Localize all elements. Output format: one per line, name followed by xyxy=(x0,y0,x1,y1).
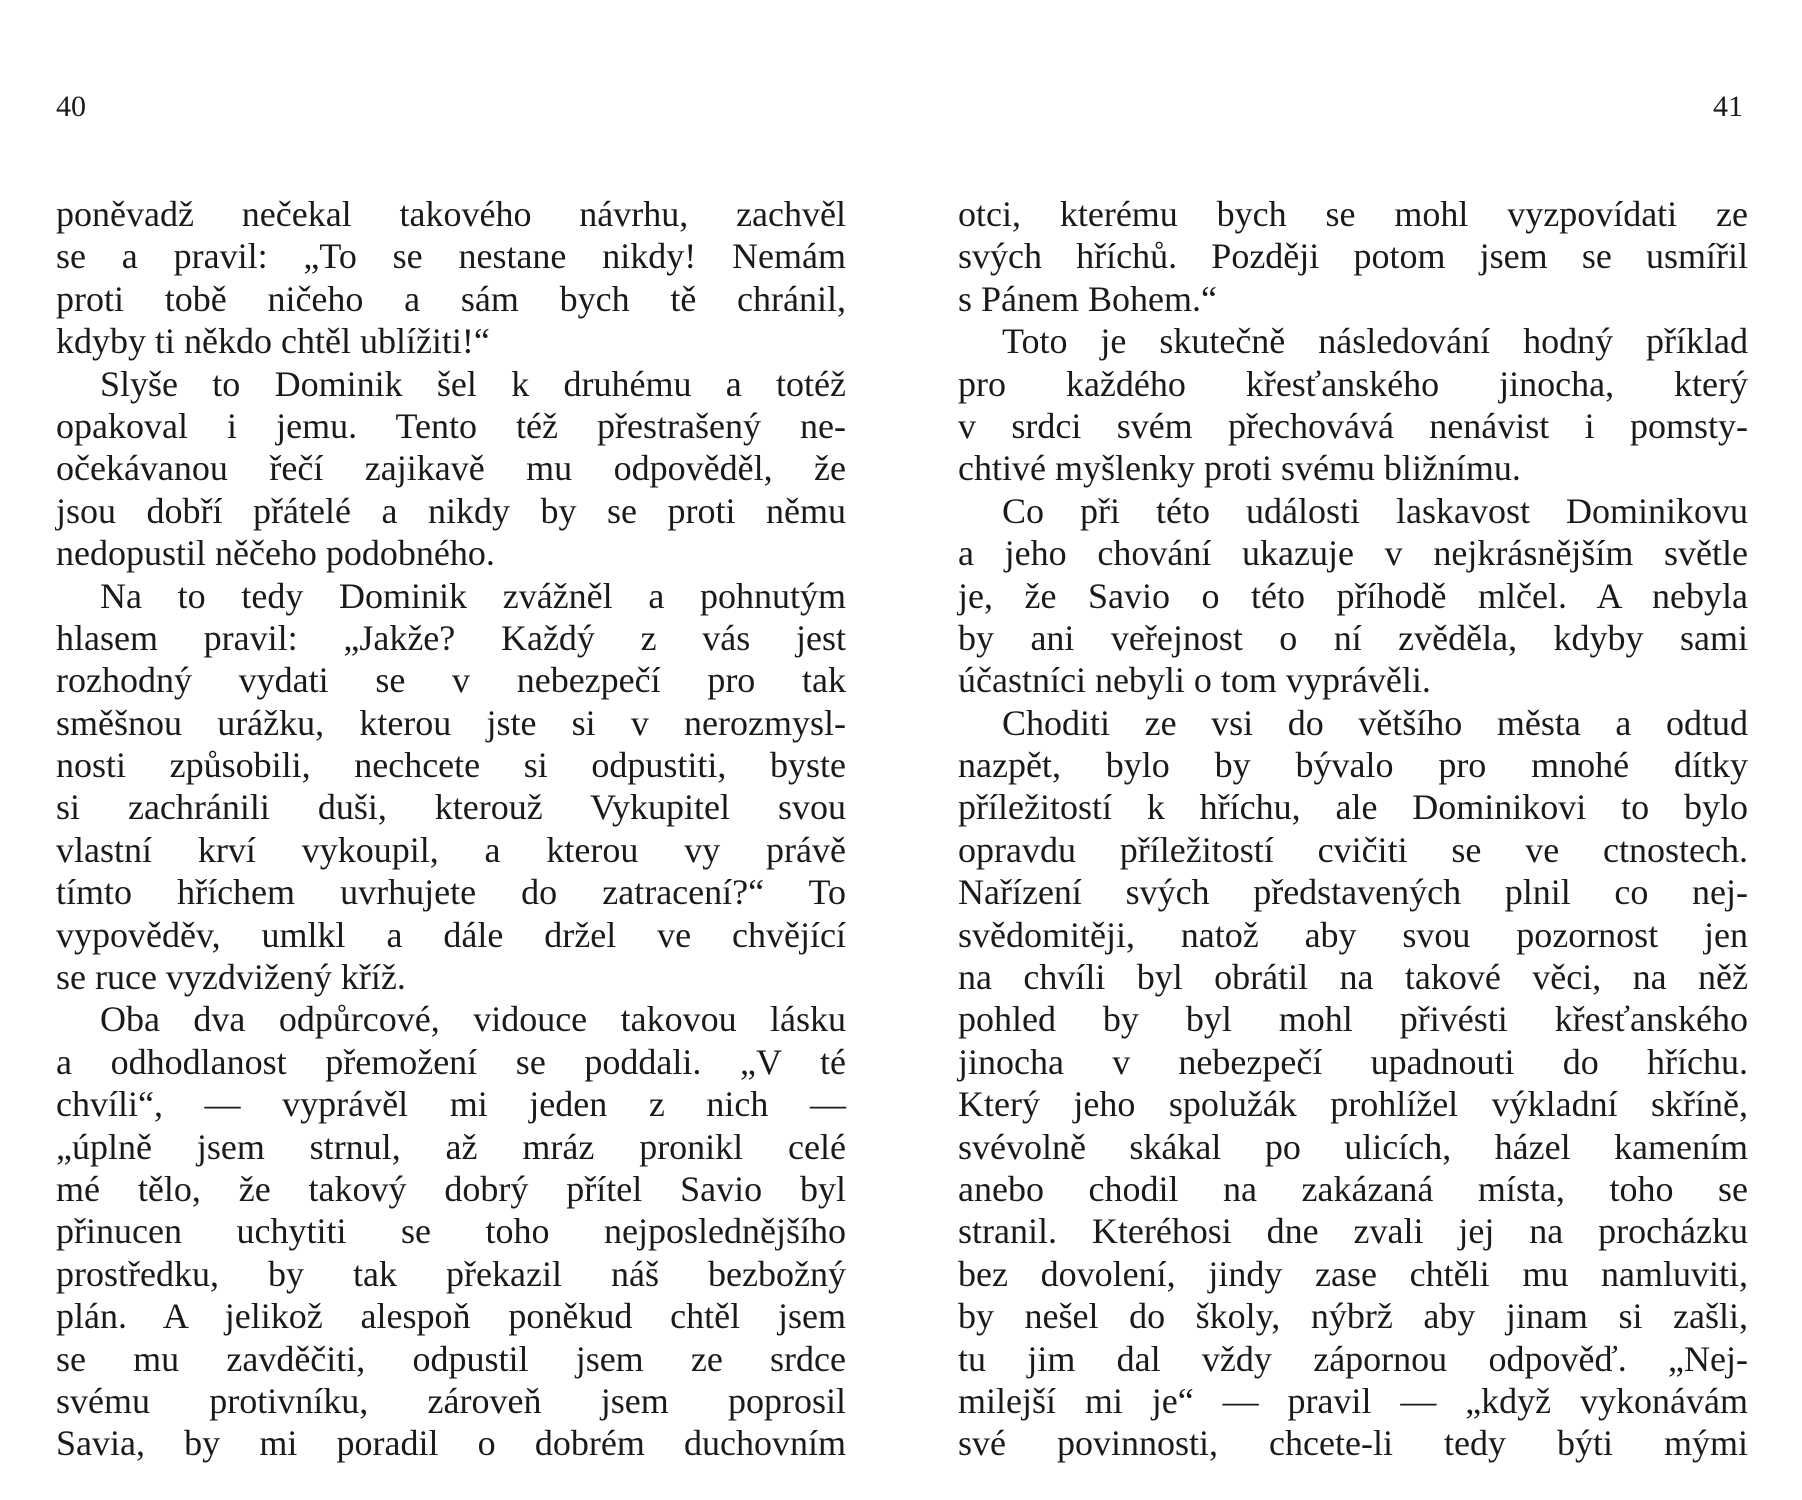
left-page-text xyxy=(56,193,846,1465)
text-line: rozhodný vydati se v nebezpečí pro tak xyxy=(56,660,846,701)
text-line: „úplně jsem strnul, až mráz pronikl celé xyxy=(56,1126,846,1167)
text-line: se mu zavděčiti, odpustil jsem ze srdce xyxy=(56,1338,846,1379)
text-line: Co při této události laskavost Dominikovu xyxy=(1002,490,1748,531)
text-line: milejší mi je“ — pravil — „když vykonávám xyxy=(958,1380,1748,1421)
text-line: bez dovolení, jindy zase chtěli mu namluviti, xyxy=(958,1253,1748,1294)
text-line: stranil. Kteréhosi dne zvali jej na procházku xyxy=(958,1211,1748,1252)
text-line: svévolně skákal po ulicích, házel kamením xyxy=(958,1126,1748,1167)
text-line: chvíli“, — vyprávěl mi jeden z nich — xyxy=(56,1084,846,1125)
text-line: Na to tedy Dominik zvážněl a pohnutým xyxy=(100,575,846,616)
text-line: pohled by byl mohl přivésti křesťanského xyxy=(958,999,1748,1040)
text-line: Toto je skutečně následování hodný příklad xyxy=(1002,321,1748,362)
text-line: svému protivníku, zároveň jsem poprosil xyxy=(56,1380,846,1421)
text-line: jsou dobří přátelé a nikdy by se proti němu xyxy=(56,490,846,531)
text-line: směšnou urážku, kterou jste si v nerozmysl- xyxy=(56,702,846,743)
text-line: nazpět, bylo by bývalo pro mnohé dítky xyxy=(958,745,1748,786)
text-line: příležitostí k hříchu, ale Dominikovi to bylo xyxy=(958,787,1748,828)
text-line: přinucen uchytiti se toho nejposlednějšího xyxy=(56,1211,846,1252)
text-line: proti tobě ničeho a sám bych tě chránil, xyxy=(56,278,846,319)
text-line: vypověděv, umlkl a dále držel ve chvějící xyxy=(56,914,846,955)
text-line: plán. A jelikož alespoň poněkud chtěl jsem xyxy=(56,1296,846,1337)
text-line: si zachránili duši, kterouž Vykupitel svou xyxy=(56,787,846,828)
text-line: v srdci svém přechovává nenávist i pomsty- xyxy=(958,405,1748,446)
text-line: Savia, by mi poradil o dobrém duchovním xyxy=(56,1423,846,1464)
text-line: vlastní krví vykoupil, a kterou vy právě xyxy=(56,829,846,870)
text-line: jinocha v nebezpečí upadnouti do hříchu. xyxy=(958,1041,1748,1082)
text-line: se ruce vyzdvižený kříž. xyxy=(56,957,406,998)
text-line: Oba dva odpůrcové, vidouce takovou lásku xyxy=(100,999,846,1040)
text-line: se a pravil: „To se nestane nikdy! Nemám xyxy=(56,236,846,277)
text-line: účastníci nebyli o tom vyprávěli. xyxy=(958,660,1431,701)
text-line: anebo chodil na zakázaná místa, toho se xyxy=(958,1168,1748,1209)
text-line: a jeho chování ukazuje v nejkrásnějším světle xyxy=(958,533,1748,574)
text-line: nedopustil něčeho podobného. xyxy=(56,533,495,574)
text-line: je, že Savio o této příhodě mlčel. A nebyla xyxy=(958,575,1748,616)
text-line: očekávanou řečí zajikavě mu odpověděl, že xyxy=(56,448,846,489)
text-line: své povinnosti, chcete-li tedy býti mými xyxy=(958,1423,1748,1464)
text-line: s Pánem Bohem.“ xyxy=(958,278,1217,319)
text-line: hlasem pravil: „Jakže? Každý z vás jest xyxy=(56,617,846,658)
text-line: poněvadž nečekal takového návrhu, zachvěl xyxy=(56,194,846,234)
text-line: tu jim dal vždy zápornou odpověď. „Nej- xyxy=(958,1338,1748,1379)
text-line: prostředku, by tak překazil náš bezbožný xyxy=(56,1253,846,1294)
text-line: Nařízení svých představených plnil co nej- xyxy=(958,872,1748,913)
left-page-number: 40 xyxy=(56,90,86,123)
text-line: opakoval i jemu. Tento též přestrašený ne- xyxy=(56,405,846,446)
text-line: pro každého křesťanského jinocha, který xyxy=(958,363,1748,404)
right-page-text xyxy=(958,193,1748,1465)
text-line: opravdu příležitostí cvičiti se ve ctnostech. xyxy=(958,829,1748,870)
right-page-number: 41 xyxy=(1713,90,1743,123)
text-line: svých hříchů. Později potom jsem se usmířil xyxy=(958,236,1748,277)
text-line: chtivé myšlenky proti svému bližnímu. xyxy=(958,448,1521,489)
text-line: Který jeho spolužák prohlížel výkladní skříně, xyxy=(958,1084,1748,1125)
text-line: kdyby ti někdo chtěl ublížiti!“ xyxy=(56,321,490,362)
text-line: otci, kterému bych se mohl vyzpovídati ze xyxy=(958,194,1748,234)
text-line: nosti způsobili, nechcete si odpustiti, byste xyxy=(56,745,846,786)
text-line: by ani veřejnost o ní zvěděla, kdyby sami xyxy=(958,617,1748,658)
text-line: Slyše to Dominik šel k druhému a totéž xyxy=(100,363,846,404)
text-line: svědomitěji, natož aby svou pozornost jen xyxy=(958,914,1748,955)
text-line: by nešel do školy, nýbrž aby jinam si zašli, xyxy=(958,1296,1748,1337)
text-line: mé tělo, že takový dobrý přítel Savio byl xyxy=(56,1168,846,1209)
text-line: Choditi ze vsi do většího města a odtud xyxy=(1002,702,1748,743)
text-line: a odhodlanost přemožení se poddali. „V té xyxy=(56,1041,846,1082)
text-line: tímto hříchem uvrhujete do zatracení?“ To xyxy=(56,872,846,913)
text-line: na chvíli byl obrátil na takové věci, na něž xyxy=(958,957,1748,998)
